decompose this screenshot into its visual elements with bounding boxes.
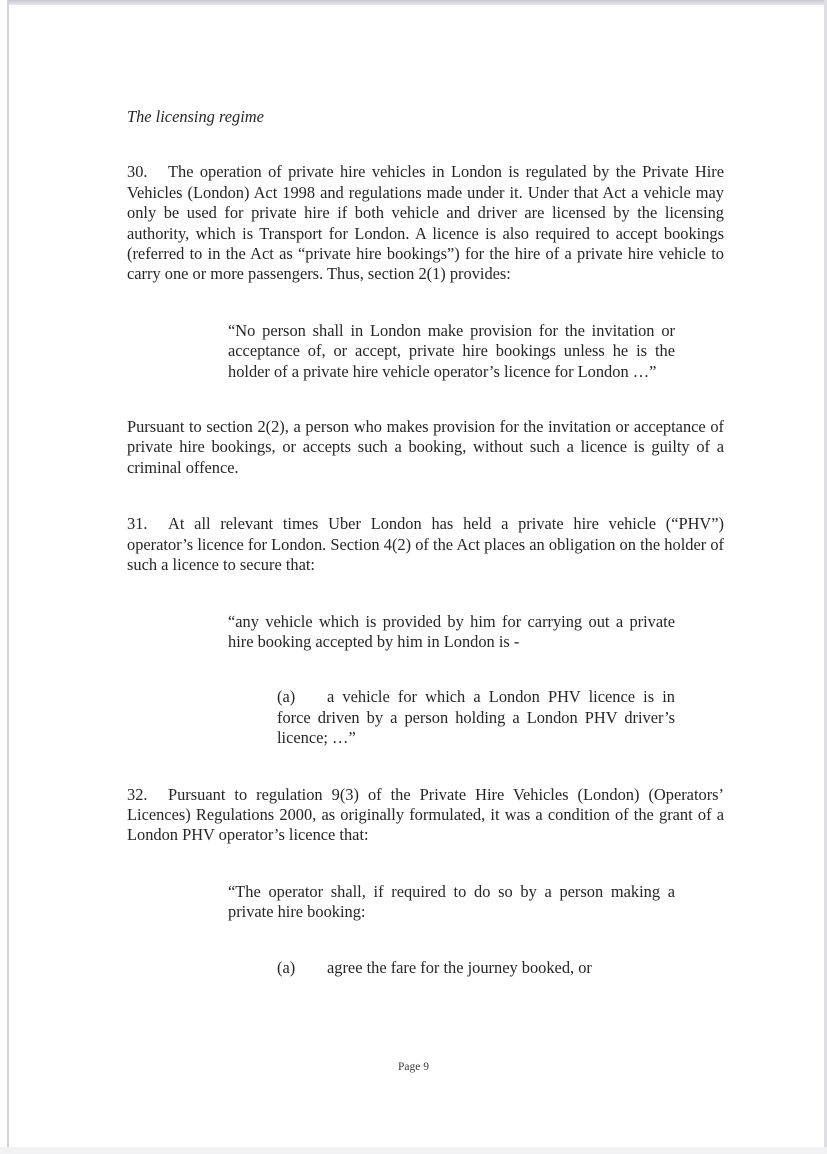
paragraph-text: The operation of private hire vehicles in London is regulated by the Private Hire Vehicles (London) Act 1998 and regulations made under it. Under that Act a vehicle may only be used for private hire if both vehicle and driver are licensed by the licensing authority, which is Transport for London. A licence is also required to accept bookings (referred to in the Act as “private hire bookings”) for the hire of a private hire vehicle to carry one or more passengers. Thus, section 2(1) provides: <box>127 162 724 284</box>
paragraph-number: 30. <box>127 162 148 182</box>
scan-edge-top <box>8 0 827 5</box>
sub-item-a-fare <box>277 958 675 978</box>
paragraph-text: Pursuant to regulation 9(3) of the Private Hire Vehicles (London) (Operators’ Licences) Regulations 2000, as originally formulated, it was a condition of the grant of a London PHV operator’s licence that: <box>127 784 724 845</box>
paragraph-text: At all relevant times Uber London has held a private hire vehicle (“PHV”) operator’s licence for London. Section 4(2) of the Act places an obligation on the holder of such a licence to secure that: <box>127 514 724 575</box>
sub-item-a-vehicle <box>277 687 675 748</box>
page-number-footer: Page 9 <box>398 1061 429 1073</box>
paragraph-31 <box>127 514 724 575</box>
blockquote-section-2-1: “No person shall in London make provision for the invitation or acceptance of, or accept, private hire bookings unless he is the holder of a private hire vehicle operator’s licence for London …” <box>228 320 675 381</box>
blockquote-regulation-9-3: “The operator shall, if required to do so by a person making a private hire booking: <box>228 881 675 922</box>
sub-item-text: a vehicle for which a London PHV licence is in force driven by a person holding a London PHV driver’s licence; …” <box>277 687 675 748</box>
paragraph-number: 31. <box>127 514 148 534</box>
sub-item-label: (a) <box>277 957 296 977</box>
scan-edge-left <box>7 0 9 1154</box>
sub-item-text: agree the fare for the journey booked, or <box>327 957 592 977</box>
section-heading: The licensing regime <box>127 107 264 126</box>
blockquote-section-4-2: “any vehicle which is provided by him for carrying out a private hire booking accepted by him in London is - <box>228 611 675 651</box>
paragraph-30 <box>127 162 724 284</box>
paragraph-30-continued: Pursuant to section 2(2), a person who makes provision for the invitation or acceptance of private hire bookings, or accepts such a booking, without such a licence is guilty of a criminal offence. <box>127 417 724 477</box>
document-text-column <box>127 107 724 1014</box>
paragraph-32 <box>127 785 724 846</box>
paragraph-number: 32. <box>127 784 148 804</box>
sub-item-label: (a) <box>277 687 296 707</box>
scan-edge-bottom <box>0 1147 827 1154</box>
